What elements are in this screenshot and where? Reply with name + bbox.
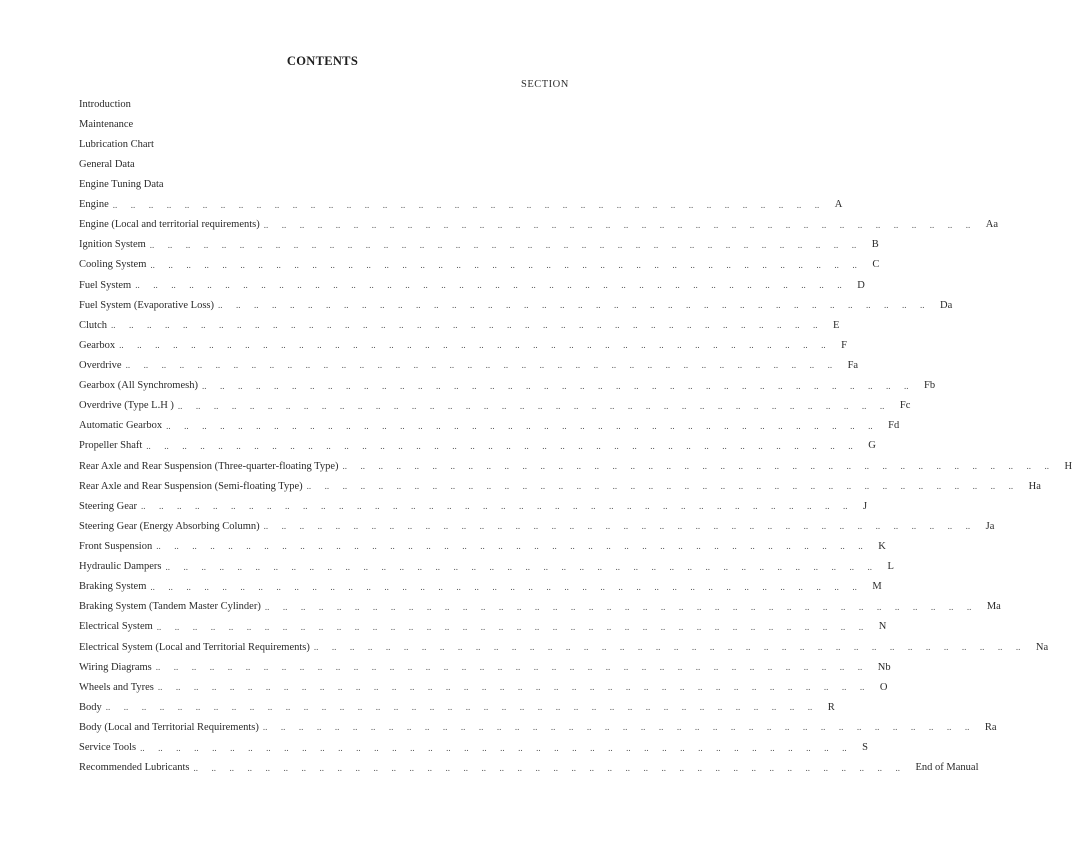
- entry-title: Electrical System: [79, 621, 153, 633]
- entry-title: Wheels and Tyres: [79, 681, 154, 693]
- section-code: G: [868, 440, 876, 452]
- contents-entry: [79, 376, 936, 396]
- contents-entry: [79, 536, 886, 556]
- entry-title: Fuel System (Evaporative Loss): [79, 299, 215, 311]
- contents-entry: [79, 436, 876, 456]
- contents-entry: [79, 516, 995, 536]
- section-code: K: [878, 540, 886, 552]
- entry-title: Braking System: [79, 581, 147, 593]
- entry-title: Electrical System (Local and Territorial Requirements): [79, 641, 310, 653]
- contents-entry: [79, 597, 1001, 617]
- entry-title: Overdrive (Type L.H ): [79, 400, 174, 412]
- section-code: H: [1064, 460, 1073, 472]
- section-code: R: [827, 701, 835, 713]
- entry-title: Front Suspension: [79, 540, 153, 552]
- section-code: N: [878, 621, 887, 633]
- contents-entry: [79, 657, 891, 677]
- section-code: B: [871, 239, 879, 251]
- section-code: End of Manual: [915, 762, 979, 774]
- dot-leader: .. .. .. .. .. .. .. .. .. .. .. .. .. .. .. .. .. .. .. .. .. .. .. .. .. .. .. .. .. .. .. .. .. .. .. .. .. .. .. ..: [264, 601, 985, 612]
- dot-leader: .. .. .. .. .. .. .. .. .. .. .. .. .. .. .. .. .. .. .. .. .. .. .. .. .. .. .. .. .. .. .. .. .. .. .. .. .. .. .. ..: [263, 521, 984, 532]
- section-code: Na: [1035, 641, 1049, 653]
- section-code: Fc: [899, 400, 911, 412]
- section-code: Fa: [847, 359, 859, 371]
- dot-leader: .. .. .. .. .. .. .. .. .. .. .. .. .. .. .. .. .. .. .. .. .. .. .. .. .. .. .. .. .. .. .. .. .. .. .. .. .. .. .. ..: [193, 762, 914, 773]
- dot-leader: .. .. .. .. .. .. .. .. .. .. .. .. .. .. .. .. .. .. .. .. .. .. .. .. .. .. .. .. .. .. .. .. .. .. .. .. .. .. .. ..: [119, 340, 840, 351]
- section-code: Da: [940, 299, 953, 311]
- dot-leader: .. .. .. .. .. .. .. .. .. .. .. .. .. .. .. .. .. .. .. .. .. .. .. .. .. .. .. .. .. .. .. .. .. .. .. .. .. .. .. ..: [125, 360, 846, 371]
- contents-entry: [79, 154, 553, 174]
- dot-leader: .. .. .. .. .. .. .. .. .. .. .. .. .. .. .. .. .. .. .. .. .. .. .. .. .. .. .. .. .. .. .. .. .. .. .. .. .. .. .. ..: [218, 300, 939, 311]
- entry-title: Body: [79, 701, 102, 713]
- contents-entry: [79, 738, 868, 758]
- entry-title: Clutch: [79, 319, 107, 331]
- contents-entry: [79, 577, 882, 597]
- contents-entry: [79, 677, 888, 697]
- section-code: O: [879, 681, 888, 693]
- entry-title: Rear Axle and Rear Suspension (Three-quarter-floating Type): [79, 460, 339, 472]
- entry-title: Engine (Local and territorial requirements): [79, 219, 260, 231]
- dot-leader: .. .. .. .. .. .. .. .. .. .. .. .. .. .. .. .. .. .. .. .. .. .. .. .. .. .. .. .. .. .. .. .. .. .. .. .. .. .. .. ..: [141, 501, 862, 512]
- section-code: E: [833, 319, 840, 331]
- entry-title: Lubrication Chart: [79, 138, 154, 150]
- dot-leader: .. .. .. .. .. .. .. .. .. .. .. .. .. .. .. .. .. .. .. .. .. .. .. .. .. .. .. .. .. .. .. .. .. .. .. .. .. .. .. ..: [150, 581, 871, 592]
- dot-leader: .. .. .. .. .. .. .. .. .. .. .. .. .. .. .. .. .. .. .. .. .. .. .. .. .. .. .. .. .. .. .. .. .. .. .. .. .. .. .. ..: [111, 320, 831, 331]
- dot-leader: .. .. .. .. .. .. .. .. .. .. .. .. .. .. .. .. .. .. .. .. .. .. .. .. .. .. .. .. .. .. .. .. .. .. .. .. .. .. .. ..: [201, 380, 922, 391]
- contents-entry: [79, 456, 1073, 476]
- section-code: Ra: [984, 721, 997, 733]
- contents-entry: [79, 396, 911, 416]
- section-code: Ma: [986, 601, 1001, 613]
- entry-title: Body (Local and Territorial Requirements): [79, 721, 259, 733]
- entry-title: Engine Tuning Data: [79, 178, 164, 190]
- section-code: C: [872, 259, 880, 271]
- section-code: S: [862, 742, 868, 754]
- contents-list: [79, 94, 1073, 778]
- entry-title: Service Tools: [79, 742, 137, 754]
- entry-title: Recommended Lubricants: [79, 762, 190, 774]
- dot-leader: .. .. .. .. .. .. .. .. .. .. .. .. .. .. .. .. .. .. .. .. .. .. .. .. .. .. .. .. .. .. .. .. .. .. .. .. .. .. .. ..: [166, 420, 887, 431]
- entry-title: Overdrive: [79, 359, 122, 371]
- section-column-header: SECTION: [521, 79, 569, 90]
- contents-entry: [79, 355, 859, 375]
- contents-entry: [79, 697, 835, 717]
- dot-leader: .. .. .. .. .. .. .. .. .. .. .. .. .. .. .. .. .. .. .. .. .. .. .. .. .. .. .. .. .. .. .. .. .. .. .. .. .. .. .. ..: [157, 682, 878, 693]
- dot-leader: .. .. .. .. .. .. .. .. .. .. .. .. .. .. .. .. .. .. .. .. .. .. .. .. .. .. .. .. .. .. .. .. .. .. .. .. .. .. .. ..: [262, 722, 983, 733]
- contents-entry: [79, 174, 553, 194]
- dot-leader: .. .. .. .. .. .. .. .. .. .. .. .. .. .. .. .. .. .. .. .. .. .. .. .. .. .. .. .. .. .. .. .. .. .. .. .. .. .. .. ..: [105, 702, 826, 713]
- entry-title: Braking System (Tandem Master Cylinder): [79, 601, 261, 613]
- entry-title: Hydraulic Dampers: [79, 561, 162, 573]
- section-code: M: [872, 581, 882, 593]
- contents-entry: [79, 637, 1049, 657]
- entry-title: Fuel System: [79, 279, 132, 291]
- contents-entry: [79, 476, 1041, 496]
- section-code: D: [857, 279, 865, 291]
- section-code: Aa: [985, 219, 999, 231]
- dot-leader: .. .. .. .. .. .. .. .. .. .. .. .. .. .. .. .. .. .. .. .. .. .. .. .. .. .. .. .. .. .. .. .. .. .. .. .. .. .. .. ..: [342, 461, 1063, 472]
- entry-title: Maintenance: [79, 118, 134, 130]
- entry-title: Cooling System: [79, 259, 147, 271]
- section-code: A: [834, 199, 843, 211]
- contents-entry: [79, 416, 900, 436]
- entry-title: Gearbox: [79, 339, 116, 351]
- dot-leader: .. .. .. .. .. .. .. .. .. .. .. .. .. .. .. .. .. .. .. .. .. .. .. .. .. .. .. .. .. .. .. .. .. .. .. .. .. .. .. ..: [135, 280, 856, 291]
- section-code: F: [841, 339, 847, 351]
- contents-entry: [79, 758, 979, 778]
- contents-entry: [79, 496, 868, 516]
- contents-entry: [79, 114, 553, 134]
- entry-title: Automatic Gearbox: [79, 420, 163, 432]
- entry-title: Gearbox (All Synchromesh): [79, 380, 198, 392]
- contents-entry: [79, 275, 865, 295]
- dot-leader: .. .. .. .. .. .. .. .. .. .. .. .. .. .. .. .. .. .. .. .. .. .. .. .. .. .. .. .. .. .. .. .. .. .. .. .. .. .. .. ..: [156, 621, 877, 632]
- dot-leader: .. .. .. .. .. .. .. .. .. .. .. .. .. .. .. .. .. .. .. .. .. .. .. .. .. .. .. .. .. .. .. .. .. .. .. .. .. .. .. ..: [156, 541, 877, 552]
- section-code: Nb: [877, 661, 891, 673]
- section-code: Fd: [888, 420, 900, 432]
- entry-title: Steering Gear: [79, 500, 138, 512]
- page-title: CONTENTS: [286, 54, 359, 68]
- contents-entry: [79, 94, 553, 114]
- dot-leader: .. .. .. .. .. .. .. .. .. .. .. .. .. .. .. .. .. .. .. .. .. .. .. .. .. .. .. .. .. .. .. .. .. .. .. .. .. .. .. ..: [177, 400, 898, 411]
- contents-entry: [79, 215, 999, 235]
- section-code: Fb: [923, 380, 936, 392]
- contents-entry: [79, 617, 887, 637]
- contents-entry: [79, 557, 894, 577]
- dot-leader: .. .. .. .. .. .. .. .. .. .. .. .. .. .. .. .. .. .. .. .. .. .. .. .. .. .. .. .. .. .. .. .. .. .. .. .. .. .. .. ..: [263, 219, 984, 230]
- entry-title: Ignition System: [79, 239, 146, 251]
- contents-entry: [79, 335, 847, 355]
- dot-leader: .. .. .. .. .. .. .. .. .. .. .. .. .. .. .. .. .. .. .. .. .. .. .. .. .. .. .. .. .. .. .. .. .. .. .. .. .. .. .. ..: [140, 742, 861, 753]
- entry-title: Engine: [79, 199, 109, 211]
- entry-title: Steering Gear (Energy Absorbing Column): [79, 520, 260, 532]
- entry-title: Rear Axle and Rear Suspension (Semi-floating Type): [79, 480, 303, 492]
- contents-entry: [79, 134, 553, 154]
- dot-leader: .. .. .. .. .. .. .. .. .. .. .. .. .. .. .. .. .. .. .. .. .. .. .. .. .. .. .. .. .. .. .. .. .. .. .. .. .. .. .. ..: [149, 239, 870, 250]
- dot-leader: .. .. .. .. .. .. .. .. .. .. .. .. .. .. .. .. .. .. .. .. .. .. .. .. .. .. .. .. .. .. .. .. .. .. .. .. .. .. .. ..: [306, 481, 1027, 492]
- section-code: L: [887, 561, 894, 573]
- contents-entry: [79, 255, 880, 275]
- dot-leader: .. .. .. .. .. .. .. .. .. .. .. .. .. .. .. .. .. .. .. .. .. .. .. .. .. .. .. .. .. .. .. .. .. .. .. .. .. .. .. ..: [150, 259, 871, 270]
- contents-entry: [79, 315, 840, 335]
- dot-leader: .. .. .. .. .. .. .. .. .. .. .. .. .. .. .. .. .. .. .. .. .. .. .. .. .. .. .. .. .. .. .. .. .. .. .. .. .. .. .. ..: [146, 440, 867, 451]
- entry-title: Introduction: [79, 98, 131, 110]
- dot-leader: .. .. .. .. .. .. .. .. .. .. .. .. .. .. .. .. .. .. .. .. .. .. .. .. .. .. .. .. .. .. .. .. .. .. .. .. .. .. .. ..: [165, 561, 886, 572]
- section-code: Ha: [1028, 480, 1041, 492]
- contents-entry: [79, 195, 843, 215]
- contents-entry: [79, 295, 953, 315]
- contents-entry: [79, 717, 997, 737]
- dot-leader: .. .. .. .. .. .. .. .. .. .. .. .. .. .. .. .. .. .. .. .. .. .. .. .. .. .. .. .. .. .. .. .. .. .. .. .. .. .. .. ..: [155, 662, 876, 673]
- section-code: J: [863, 500, 868, 512]
- entry-title: Propeller Shaft: [79, 440, 143, 452]
- entry-title: Wiring Diagrams: [79, 661, 152, 673]
- dot-leader: .. .. .. .. .. .. .. .. .. .. .. .. .. .. .. .. .. .. .. .. .. .. .. .. .. .. .. .. .. .. .. .. .. .. .. .. .. .. .. ..: [313, 642, 1034, 652]
- section-code: Ja: [985, 520, 995, 532]
- entry-title: General Data: [79, 158, 135, 170]
- dot-leader: .. .. .. .. .. .. .. .. .. .. .. .. .. .. .. .. .. .. .. .. .. .. .. .. .. .. .. .. .. .. .. .. .. .. .. .. .. .. .. ..: [112, 199, 833, 210]
- contents-entry: [79, 235, 879, 255]
